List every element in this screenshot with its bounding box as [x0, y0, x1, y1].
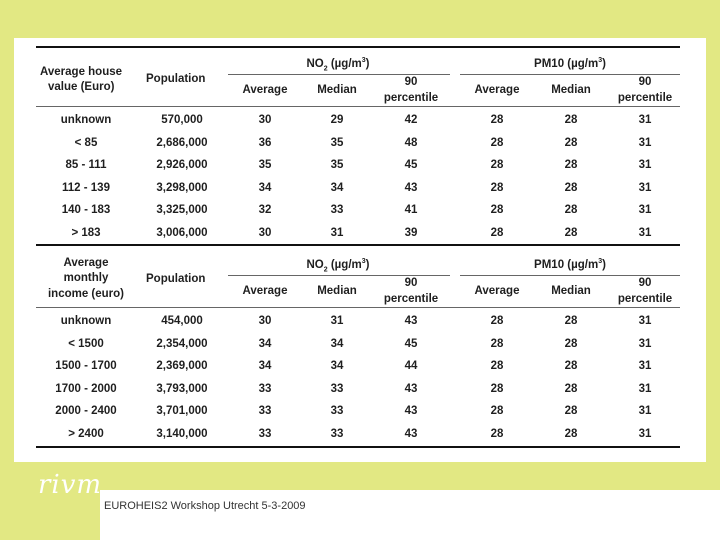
- table-cell: 43: [404, 382, 418, 395]
- pm10-average-header-2: Average: [474, 285, 520, 297]
- table-cell: 44: [404, 360, 418, 372]
- table-cell: 2,686,000: [156, 136, 208, 149]
- pm10-rule-2: [460, 275, 680, 276]
- pm10-p90-header-2b: percentile: [617, 293, 673, 305]
- table-cell: 3,006,000: [156, 226, 208, 239]
- pm10-header: PM10 $(\mu g/m^3)$: [534, 57, 606, 70]
- table-cell: 2,354,000: [156, 337, 208, 350]
- pm10-median-header: Median: [551, 84, 591, 96]
- table-cell: 31: [638, 427, 652, 440]
- table-cell: 28: [564, 181, 578, 194]
- table-cell: 28: [564, 159, 578, 171]
- pm10-header-2: PM10 $(\mu g/m^3)$: [534, 258, 606, 271]
- table-cell: unknown: [60, 114, 112, 126]
- table-cell: 28: [490, 204, 504, 216]
- table-cell: 31: [638, 315, 652, 327]
- table1-body: [36, 106, 680, 242]
- bottom-rule: [36, 446, 680, 448]
- table-cell: 45: [404, 337, 418, 350]
- table-cell: 31: [638, 114, 652, 126]
- table-cell: 43: [404, 427, 418, 440]
- table-cell: 1700 - 2000: [55, 382, 117, 395]
- table-cell: 30: [258, 315, 272, 327]
- no2-header-2: $NO_2$ $(\mu g/m^3)$: [306, 258, 370, 274]
- table-cell: 28: [564, 337, 578, 350]
- table-cell: 35: [330, 136, 344, 149]
- table-cell: 31: [638, 405, 652, 417]
- table-cell: 85 - 111: [65, 159, 107, 171]
- table-cell: 3,325,000: [156, 204, 208, 216]
- table-cell: 3,298,000: [156, 181, 208, 194]
- income-label-2: monthly: [63, 272, 109, 284]
- table-cell: 30: [258, 226, 272, 239]
- pm10-p90-header-2: percentile: [617, 92, 673, 104]
- table-cell: 112 - 139: [62, 181, 110, 194]
- table-cell: 31: [638, 159, 652, 171]
- footer-text: EUROHEIS2 Workshop Utrecht 5-3-2009: [104, 500, 306, 512]
- table-cell: > 183: [71, 226, 101, 239]
- table-cell: 35: [258, 159, 272, 171]
- table-cell: 2000 - 2400: [55, 405, 117, 417]
- table-cell: 31: [638, 337, 652, 350]
- table-cell: 3,701,000: [156, 405, 208, 417]
- table-cell: 28: [564, 360, 578, 372]
- table-cell: 34: [330, 360, 344, 372]
- table-cell: 570,000: [161, 114, 203, 126]
- table-cell: 3,793,000: [156, 382, 208, 395]
- table-cell: 28: [490, 114, 504, 126]
- no2-median-header-2: Median: [317, 285, 357, 297]
- table-cell: 31: [638, 181, 652, 194]
- table-cell: 33: [330, 405, 344, 417]
- table-cell: 33: [258, 427, 272, 440]
- table-cell: 28: [490, 159, 504, 171]
- no2-p90-header-1: 90: [404, 76, 418, 88]
- table-cell: 31: [330, 315, 344, 327]
- table-cell: 43: [404, 315, 418, 327]
- no2-median-header: Median: [317, 84, 357, 96]
- table-cell: 28: [490, 337, 504, 350]
- table-cell: 34: [258, 181, 272, 194]
- table-cell: 140 - 183: [61, 204, 111, 216]
- table-cell: 28: [490, 382, 504, 395]
- table-cell: 28: [564, 136, 578, 149]
- table-cell: 31: [330, 226, 344, 239]
- population-header-2: Population: [146, 273, 206, 285]
- table-cell: 36: [258, 136, 272, 149]
- table-cell: < 1500: [68, 337, 104, 350]
- table-cell: 28: [564, 427, 578, 440]
- table-cell: 1500 - 1700: [55, 360, 117, 372]
- table-cell: 42: [404, 114, 418, 126]
- table-cell: 29: [330, 114, 344, 126]
- table-cell: < 85: [74, 136, 98, 149]
- no2-p90-header-2: percentile: [383, 92, 439, 104]
- table-cell: 33: [330, 382, 344, 395]
- income-label-3: income (euro): [47, 288, 125, 300]
- table-cell: 30: [258, 114, 272, 126]
- data-table: [36, 46, 680, 448]
- rivm-logo: rivm: [38, 470, 103, 500]
- section-rule: [36, 244, 680, 246]
- table-cell: 28: [564, 226, 578, 239]
- population-header: Population: [146, 73, 206, 85]
- footer-strip: [100, 490, 720, 540]
- table-cell: 3,140,000: [156, 427, 208, 440]
- pm10-p90-header-2a: 90: [638, 277, 652, 289]
- house-value-label-2: value (Euro): [48, 81, 115, 93]
- table-cell: 31: [638, 360, 652, 372]
- table-cell: 31: [638, 382, 652, 395]
- table-cell: 31: [638, 226, 652, 239]
- table-cell: 28: [490, 405, 504, 417]
- no2-rule: [228, 74, 450, 75]
- table-cell: 31: [638, 204, 652, 216]
- no2-p90-header-2a: 90: [404, 277, 418, 289]
- no2-p90-header-2b: percentile: [383, 293, 439, 305]
- table-cell: 43: [404, 181, 418, 194]
- table-cell: 28: [490, 181, 504, 194]
- table-cell: 43: [404, 405, 418, 417]
- table-cell: 28: [490, 226, 504, 239]
- table-cell: 2,369,000: [156, 360, 208, 372]
- table-cell: 41: [404, 204, 418, 216]
- table-cell: 28: [490, 360, 504, 372]
- table-cell: unknown: [60, 315, 112, 327]
- no2-header: $NO_2$ $(\mu g/m^3)$: [306, 57, 370, 73]
- table-cell: 33: [330, 204, 344, 216]
- table-cell: 33: [258, 382, 272, 395]
- table-cell: 28: [490, 136, 504, 149]
- table-cell: 28: [564, 405, 578, 417]
- table-cell: 32: [258, 204, 272, 216]
- no2-average-header: Average: [242, 84, 288, 96]
- table-cell: 28: [564, 114, 578, 126]
- table-cell: 33: [258, 405, 272, 417]
- table-cell: 48: [404, 136, 418, 149]
- table-cell: 35: [330, 159, 344, 171]
- table-cell: 2,926,000: [156, 159, 208, 171]
- table-cell: 28: [564, 382, 578, 395]
- table-cell: > 2400: [68, 427, 104, 440]
- pm10-rule: [460, 74, 680, 75]
- table-cell: 31: [638, 136, 652, 149]
- table-cell: 33: [330, 427, 344, 440]
- no2-rule-2: [228, 275, 450, 276]
- table-cell: 34: [258, 337, 272, 350]
- table-cell: 28: [564, 315, 578, 327]
- income-label-1: Average: [63, 257, 109, 269]
- table-cell: 28: [490, 315, 504, 327]
- table-cell: 34: [330, 181, 344, 194]
- pm10-median-header-2: Median: [551, 285, 591, 297]
- table-cell: 28: [564, 204, 578, 216]
- no2-average-header-2: Average: [242, 285, 288, 297]
- table-cell: 34: [258, 360, 272, 372]
- table-cell: 28: [490, 427, 504, 440]
- table-cell: 34: [330, 337, 344, 350]
- house-value-label-1: Average house: [40, 66, 123, 78]
- table-cell: 454,000: [161, 315, 203, 327]
- top-rule: [36, 46, 680, 48]
- table-cell: 39: [404, 226, 418, 239]
- table-cell: 45: [404, 159, 418, 171]
- pm10-average-header: Average: [474, 84, 520, 96]
- pm10-p90-header-1: 90: [638, 76, 652, 88]
- table2-body: [36, 307, 680, 443]
